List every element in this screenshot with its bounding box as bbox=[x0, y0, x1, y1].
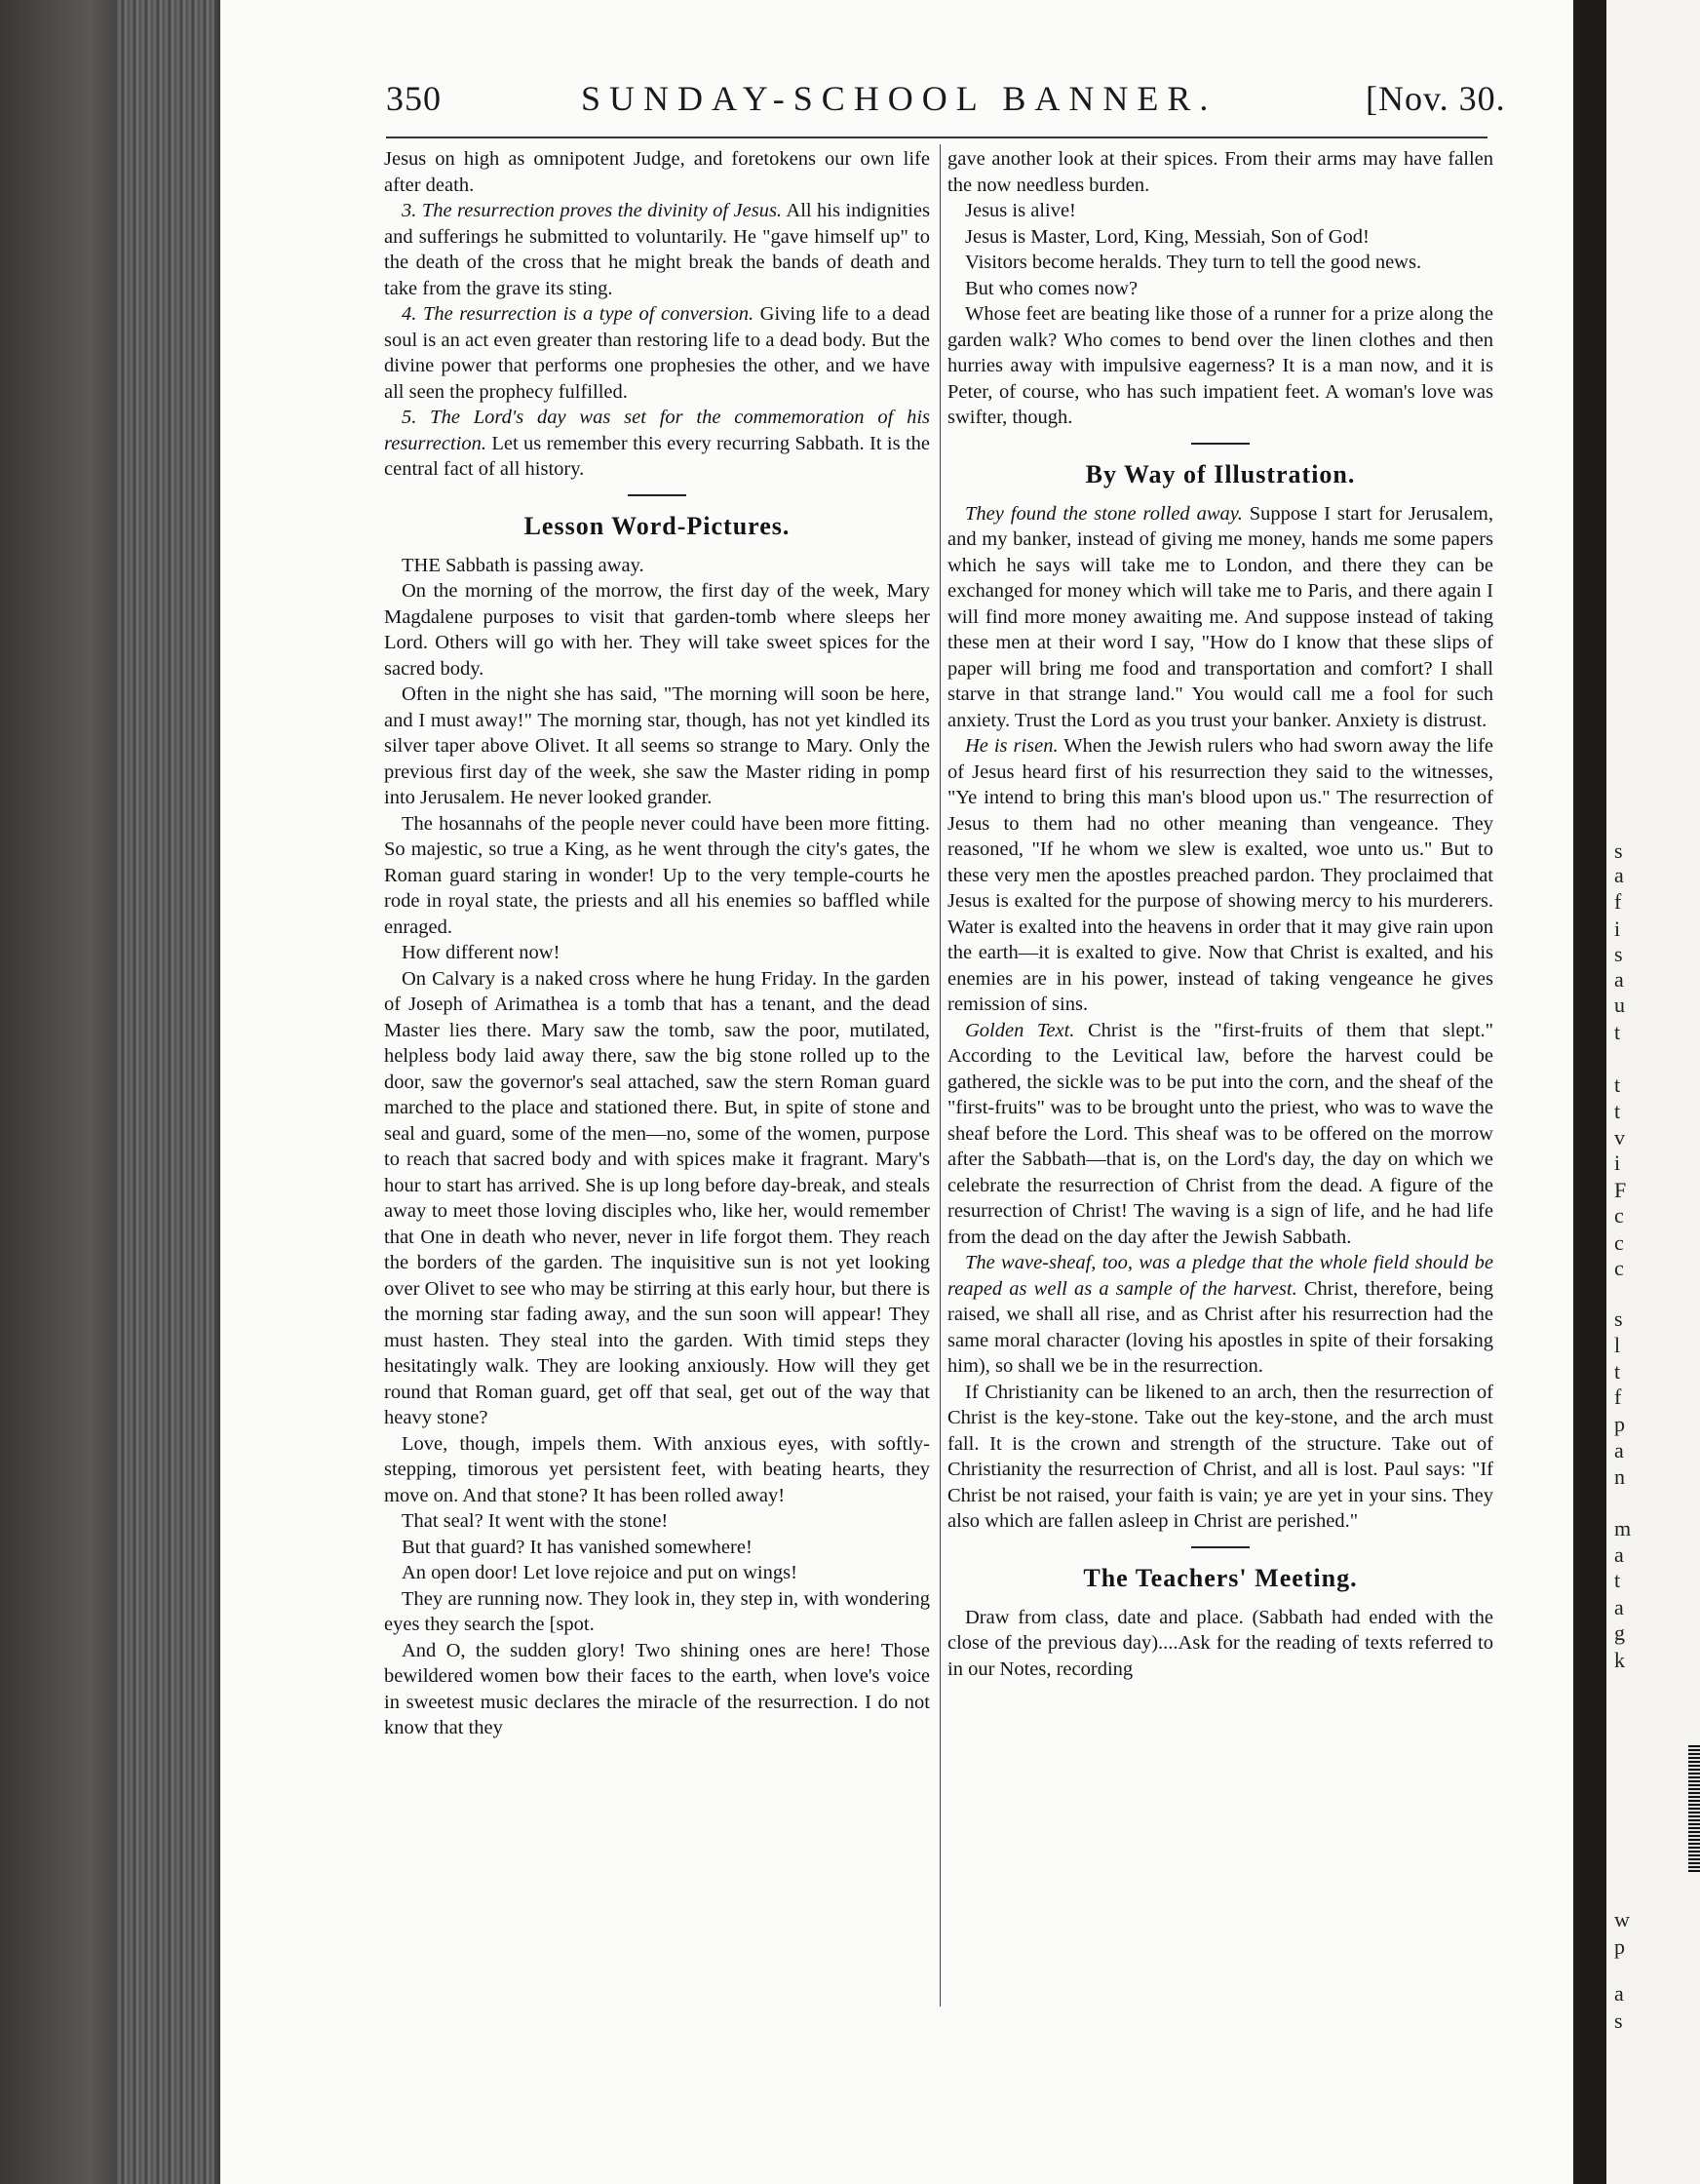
paragraph: THE Sabbath is passing away. bbox=[402, 554, 644, 576]
paragraph: Jesus is Master, Lord, King, Messiah, Son of God! bbox=[965, 225, 1370, 248]
facing-page-letter: a bbox=[1614, 967, 1624, 992]
point-4-body: Giving life to a dead soul is an act even greater than restoring life to a dead body. But the divine power that performs one prophesies the other, and we have all seen the prophecy fulfilled. bbox=[384, 303, 930, 403]
point-5 bbox=[384, 405, 930, 483]
facing-page-letter: m bbox=[1614, 1516, 1632, 1540]
facing-page-letter: s bbox=[1614, 838, 1623, 863]
paragraph: Visitors become heralds. They turn to tell the good news. bbox=[965, 252, 1422, 273]
paragraph: Often in the night she has said, "The morning will soon be here, and I must away!" The morning star, though, has not yet kindled its silver taper above Olivet. It all seems so strange to Mary. Only the previous first day of the week, she saw the Master riding in pomp into Jerusalem. He never looked grander. bbox=[384, 683, 930, 808]
facing-page-letter: v bbox=[1614, 1125, 1625, 1150]
facing-page-letter: c bbox=[1614, 1203, 1624, 1228]
facing-page-letter: f bbox=[1614, 1384, 1622, 1409]
facing-page-letter: g bbox=[1614, 1620, 1625, 1645]
illustration-4-label: The wave-sheaf, too, was a pledge that the whole field should be reaped as well as a sample of the harvest. bbox=[947, 1252, 1493, 1300]
facing-page-letter: t bbox=[1614, 1020, 1621, 1044]
facing-page-letter: s bbox=[1614, 942, 1623, 966]
paragraph: gave another look at their spices. From their arms may have fallen the now needless burden. bbox=[947, 148, 1493, 196]
facing-page-letter: c bbox=[1614, 1230, 1624, 1255]
illustration-1-label: They found the stone rolled away. bbox=[965, 502, 1243, 525]
facing-page-letter: t bbox=[1614, 1568, 1621, 1592]
facing-page-letter: l bbox=[1614, 1333, 1621, 1357]
section-rule bbox=[1191, 1546, 1250, 1548]
facing-page-letter: t bbox=[1614, 1072, 1621, 1097]
illustration-3 bbox=[947, 1018, 1493, 1251]
facing-page-letter: c bbox=[1614, 1256, 1624, 1280]
illustration-3-body: Christ is the "first-fruits of them that slept." According to the Levitical law, before the harvest could be gathered, the sickle was to be put into the corn, and the sheaf of the "first-fruits" was to be brought unto the priest, who was to wave the sheaf before the Lord. This sheaf was to be offered on the morrow after the Sabbath—that is, on the Lord's day, the day on which we celebrate the resurrection of Christ from the dead. A figure of the resurrection of Christ! The waving is a sign of life, and he had life from the dead on the day after the Jewish Sabbath. bbox=[947, 1019, 1494, 1248]
header-rule bbox=[386, 136, 1488, 138]
section-heading-word-pictures: Lesson Word-Pictures. bbox=[523, 511, 791, 540]
illustration-2-label: He is risen. bbox=[965, 735, 1059, 757]
facing-page-letter: n bbox=[1614, 1464, 1625, 1489]
section-heading-illustration: By Way of Illustration. bbox=[1085, 459, 1356, 488]
illustration-3-label: Golden Text. bbox=[965, 1019, 1075, 1041]
facing-page-letter: i bbox=[1614, 1150, 1621, 1175]
paragraph: But that guard? It has vanished somewhere! bbox=[402, 1536, 753, 1558]
paragraph: Love, though, impels them. With anxious eyes, with softly-stepping, timorous yet persistent feet, with beating hearts, they move on. And that stone? It has been rolled away! bbox=[384, 1432, 930, 1506]
facing-page-letter: t bbox=[1614, 1099, 1621, 1123]
paragraph: On Calvary is a naked cross where he hung Friday. In the garden of Joseph of Arimathea is a tomb that has a tenant, and the dead Master lies there. Mary saw the tomb, saw the poor, mutilated, helpless body laid away there, saw the big stone rolled up to the door, saw the governor's seal attached, saw the stern Roman guard marched to the place and stationed there. But, in spite of stone and seal and guard, some of the men—no, some of the women, purpose to reach that sacred body and with spices make it fragrant. Mary's hour to start has arrived. She is up long before day-break, and steals away to meet those loving disciples who, like her, would remember that One in death who never, never in life forgot them. They reach the borders of the garden. The inquisitive sun is not yet looking over Olivet to see who may be stirring at this early hour, but there is the morning star fading away, and the sun soon will appear! They must hasten. They steal into the garden. With timid steps they hesitatingly walk. They are looking anxiously. How will they get round that Roman guard, get off that seal, get out of the way that heavy stone? bbox=[384, 967, 930, 1428]
point-5-body: Let us remember this every recurring Sabbath. It is the central fact of all history. bbox=[384, 432, 931, 480]
section-rule bbox=[628, 494, 686, 496]
illustration-1 bbox=[947, 501, 1493, 734]
facing-page-engraving bbox=[1688, 1745, 1700, 1872]
point-5-label: 5. The Lord's day was set for the commemoration of his resurrection. bbox=[384, 407, 930, 454]
facing-page-letter: s bbox=[1614, 1306, 1623, 1331]
facing-page-letter: F bbox=[1614, 1178, 1627, 1202]
book-spine bbox=[0, 0, 224, 2184]
page-edges bbox=[117, 0, 214, 2184]
facing-page-letter: t bbox=[1614, 1359, 1621, 1384]
illustration-1-body: Suppose I start for Jerusalem, and my banker, instead of giving me money, hands me some papers which he says will take me to London, and there they can be exchanged for money which will take me to Paris, and there again I will find more money awaiting me. And suppose instead of taking these men at their word I say, "How do I know that these slips of paper will bring me food and transportation and comfort? I shall starve in that strange land." You would call me a fool for such anxiety. Trust the Lord as you trust your banker. Anxiety is distrust. bbox=[947, 502, 1493, 731]
point-3 bbox=[384, 198, 930, 301]
facing-page-letter: a bbox=[1614, 1981, 1624, 2006]
paragraph: Jesus is alive! bbox=[965, 200, 1076, 221]
paragraph: How different now! bbox=[402, 942, 560, 963]
paragraph: An open door! Let love rejoice and put on wings! bbox=[402, 1562, 797, 1583]
intro-paragraph: Jesus on high as omnipotent Judge, and foretokens our own life after death. bbox=[384, 148, 930, 196]
section-heading-teachers-meeting: The Teachers' Meeting. bbox=[1083, 1563, 1358, 1592]
book-page bbox=[220, 0, 1573, 2184]
illustration-4 bbox=[947, 1250, 1493, 1380]
section-rule bbox=[1191, 443, 1250, 445]
paragraph: They are running now. They look in, they step in, with wondering eyes they search the [spot. bbox=[384, 1587, 930, 1635]
illustration-4-body: Christ, therefore, being raised, we shall all rise, and as Christ after his resurrection had the same moral character (loving his apostles in spite of their forsaking him), so shall we be in the resurrection. bbox=[947, 1277, 1494, 1377]
facing-page-letter: a bbox=[1614, 863, 1624, 887]
facing-page-letter: i bbox=[1614, 916, 1621, 941]
facing-page-fragment bbox=[1606, 0, 1700, 2184]
point-3-label: 3. The resurrection proves the divinity of Jesus. bbox=[402, 200, 783, 221]
point-3-body: All his indignities and sufferings he submitted to voluntarily. He "gave himself up" to the death of the cross that he might break the bands of death and take from the grave its sting. bbox=[384, 200, 930, 299]
illustration-5: If Christianity can be likened to an arch, then the resurrection of Christ is the key-stone. Take out the key-stone, and the arch must fall. It is the crown and strength of the structure. Take out of Christianity the resurrection of Christ, and all is lost. Paul says: "If Christ be not raised, your faith is vain; ye are yet in your sins. They also which are fallen asleep in Christ are perished." bbox=[947, 1381, 1493, 1532]
paragraph: Whose feet are beating like those of a runner for a prize along the garden walk? Who comes to bend over the linen clothes and then hurries away with impulsive eagerness? It is a man now, and it is Peter, of course, who has such impatient feet. A woman's love was swifter, though. bbox=[947, 303, 1493, 428]
paragraph: That seal? It went with the stone! bbox=[402, 1510, 669, 1532]
teachers-meeting-body: Draw from class, date and place. (Sabbath had ended with the close of the previous day)....Ask for the reading of texts referred to in our Notes, recording bbox=[947, 1606, 1493, 1680]
illustration-2-body: When the Jewish rulers who had sworn away the life of Jesus heard first of his resurrection they said to the witnesses, "Ye intend to bring this man's blood upon us." The resurrection of Jesus to them had no other meaning than vengeance. They reasoned, "If he whom we slew is exalted, woe unto us." But to these very men the apostles preached pardon. They proclaimed that Jesus is exalted for the purpose of showing mercy to his murderers. Water is exalted into the heavens in order that it may give rain upon the earth—it is exalted to give. Now that Christ is exalted, and his enemies are in his power, instead of taking vengeance he gives remission of sins. bbox=[947, 735, 1493, 1015]
facing-page-letter: f bbox=[1614, 889, 1622, 914]
paragraph: And O, the sudden glory! Two shining ones are here! Those bewildered women bow their faces to the earth, when love's voice in sweetest music declares the miracle of the resurrection. I do not know that they bbox=[384, 1639, 930, 1738]
page-number: 350 bbox=[386, 79, 442, 118]
column-divider bbox=[940, 144, 941, 2007]
book-gutter bbox=[1573, 0, 1606, 2184]
facing-page-letter: u bbox=[1614, 993, 1625, 1017]
paragraph: But who comes now? bbox=[965, 277, 1139, 299]
running-title: SUNDAY-SCHOOL BANNER. bbox=[581, 79, 1217, 118]
facing-page-letter: a bbox=[1614, 1595, 1624, 1619]
page-date: [Nov. 30. bbox=[1366, 79, 1506, 118]
facing-page-letter: p bbox=[1614, 1934, 1625, 1959]
facing-page-letter: s bbox=[1614, 2008, 1623, 2033]
point-4 bbox=[384, 301, 930, 405]
facing-page-letter: p bbox=[1614, 1412, 1625, 1436]
point-4-label: 4. The resurrection is a type of conversion. bbox=[402, 303, 754, 325]
facing-page-letter: a bbox=[1614, 1438, 1624, 1462]
facing-page-letter: w bbox=[1614, 1907, 1630, 1931]
paragraph: On the morning of the morrow, the first day of the week, Mary Magdalene purposes to visit that garden-tomb where sleeps her Lord. Others will go with her. They will take sweet spices for the sacred body. bbox=[384, 580, 930, 680]
illustration-2 bbox=[947, 733, 1493, 1018]
facing-page-letter: k bbox=[1614, 1648, 1625, 1672]
right-column bbox=[947, 146, 1493, 1682]
left-column bbox=[384, 146, 930, 1741]
facing-page-letter: a bbox=[1614, 1542, 1624, 1567]
paragraph: The hosannahs of the people never could have been more fitting. So majestic, so true a King, as he went through the city's gates, the Roman guard staring in wonder! Up to the very temple-courts he rode in royal state, the priests and all his enemies so baffled while enraged. bbox=[384, 812, 930, 938]
